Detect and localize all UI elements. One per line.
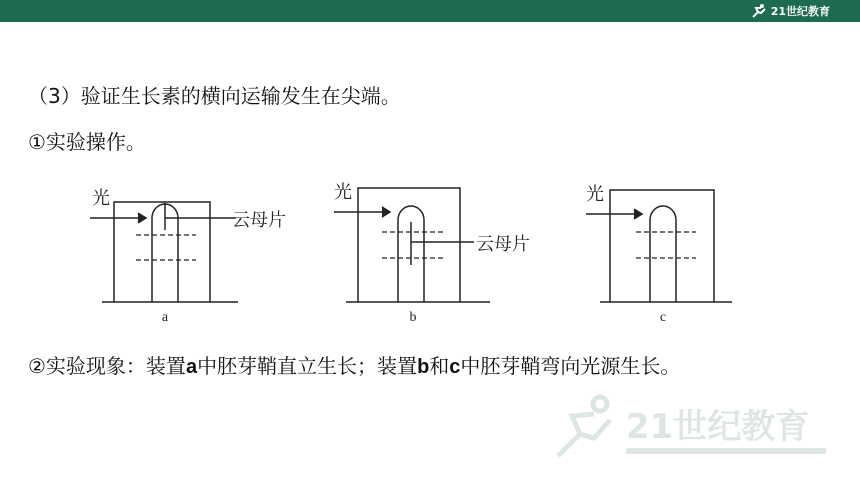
label-a: a <box>185 356 198 378</box>
watermark-text: 21世纪教育 <box>626 407 810 447</box>
light-label: 光 <box>586 184 604 205</box>
diagram-caption: c <box>659 310 667 325</box>
observation-suffix: 中胚芽鞘弯向光源生长。 <box>460 354 681 378</box>
mica-label: 云母片 <box>476 234 530 255</box>
label-b: b <box>417 356 430 378</box>
watermark-logo <box>548 390 838 470</box>
running-figure-logo-icon <box>548 390 838 470</box>
subheading-line: ①实验操作。 <box>28 130 146 154</box>
diagram-caption: b <box>409 310 417 325</box>
diagram-b <box>330 180 550 340</box>
header-bar <box>0 0 860 22</box>
diagram-a <box>88 180 308 340</box>
mica-label: 云母片 <box>232 210 286 231</box>
brand-text: 21世纪教育 <box>770 5 830 18</box>
heading-line: （3）验证生长素的横向运输发生在尖端。 <box>28 84 401 108</box>
light-label: 光 <box>92 188 110 209</box>
apparatus-a-drawing <box>88 180 308 340</box>
brand-logo <box>750 3 830 19</box>
observation-line <box>28 350 680 379</box>
diagram-caption: a <box>161 310 169 325</box>
light-label: 光 <box>334 182 352 203</box>
running-figure-icon <box>750 3 768 19</box>
observation-mid1: 中胚芽鞘直立生长；装置 <box>197 354 418 378</box>
apparatus-c-drawing <box>582 180 802 340</box>
diagram-c <box>582 180 802 340</box>
observation-mid2: 和 <box>429 354 450 378</box>
apparatus-b-drawing <box>330 180 550 340</box>
observation-prefix: ②实验现象：装置 <box>28 354 186 378</box>
label-c: c <box>449 356 461 378</box>
